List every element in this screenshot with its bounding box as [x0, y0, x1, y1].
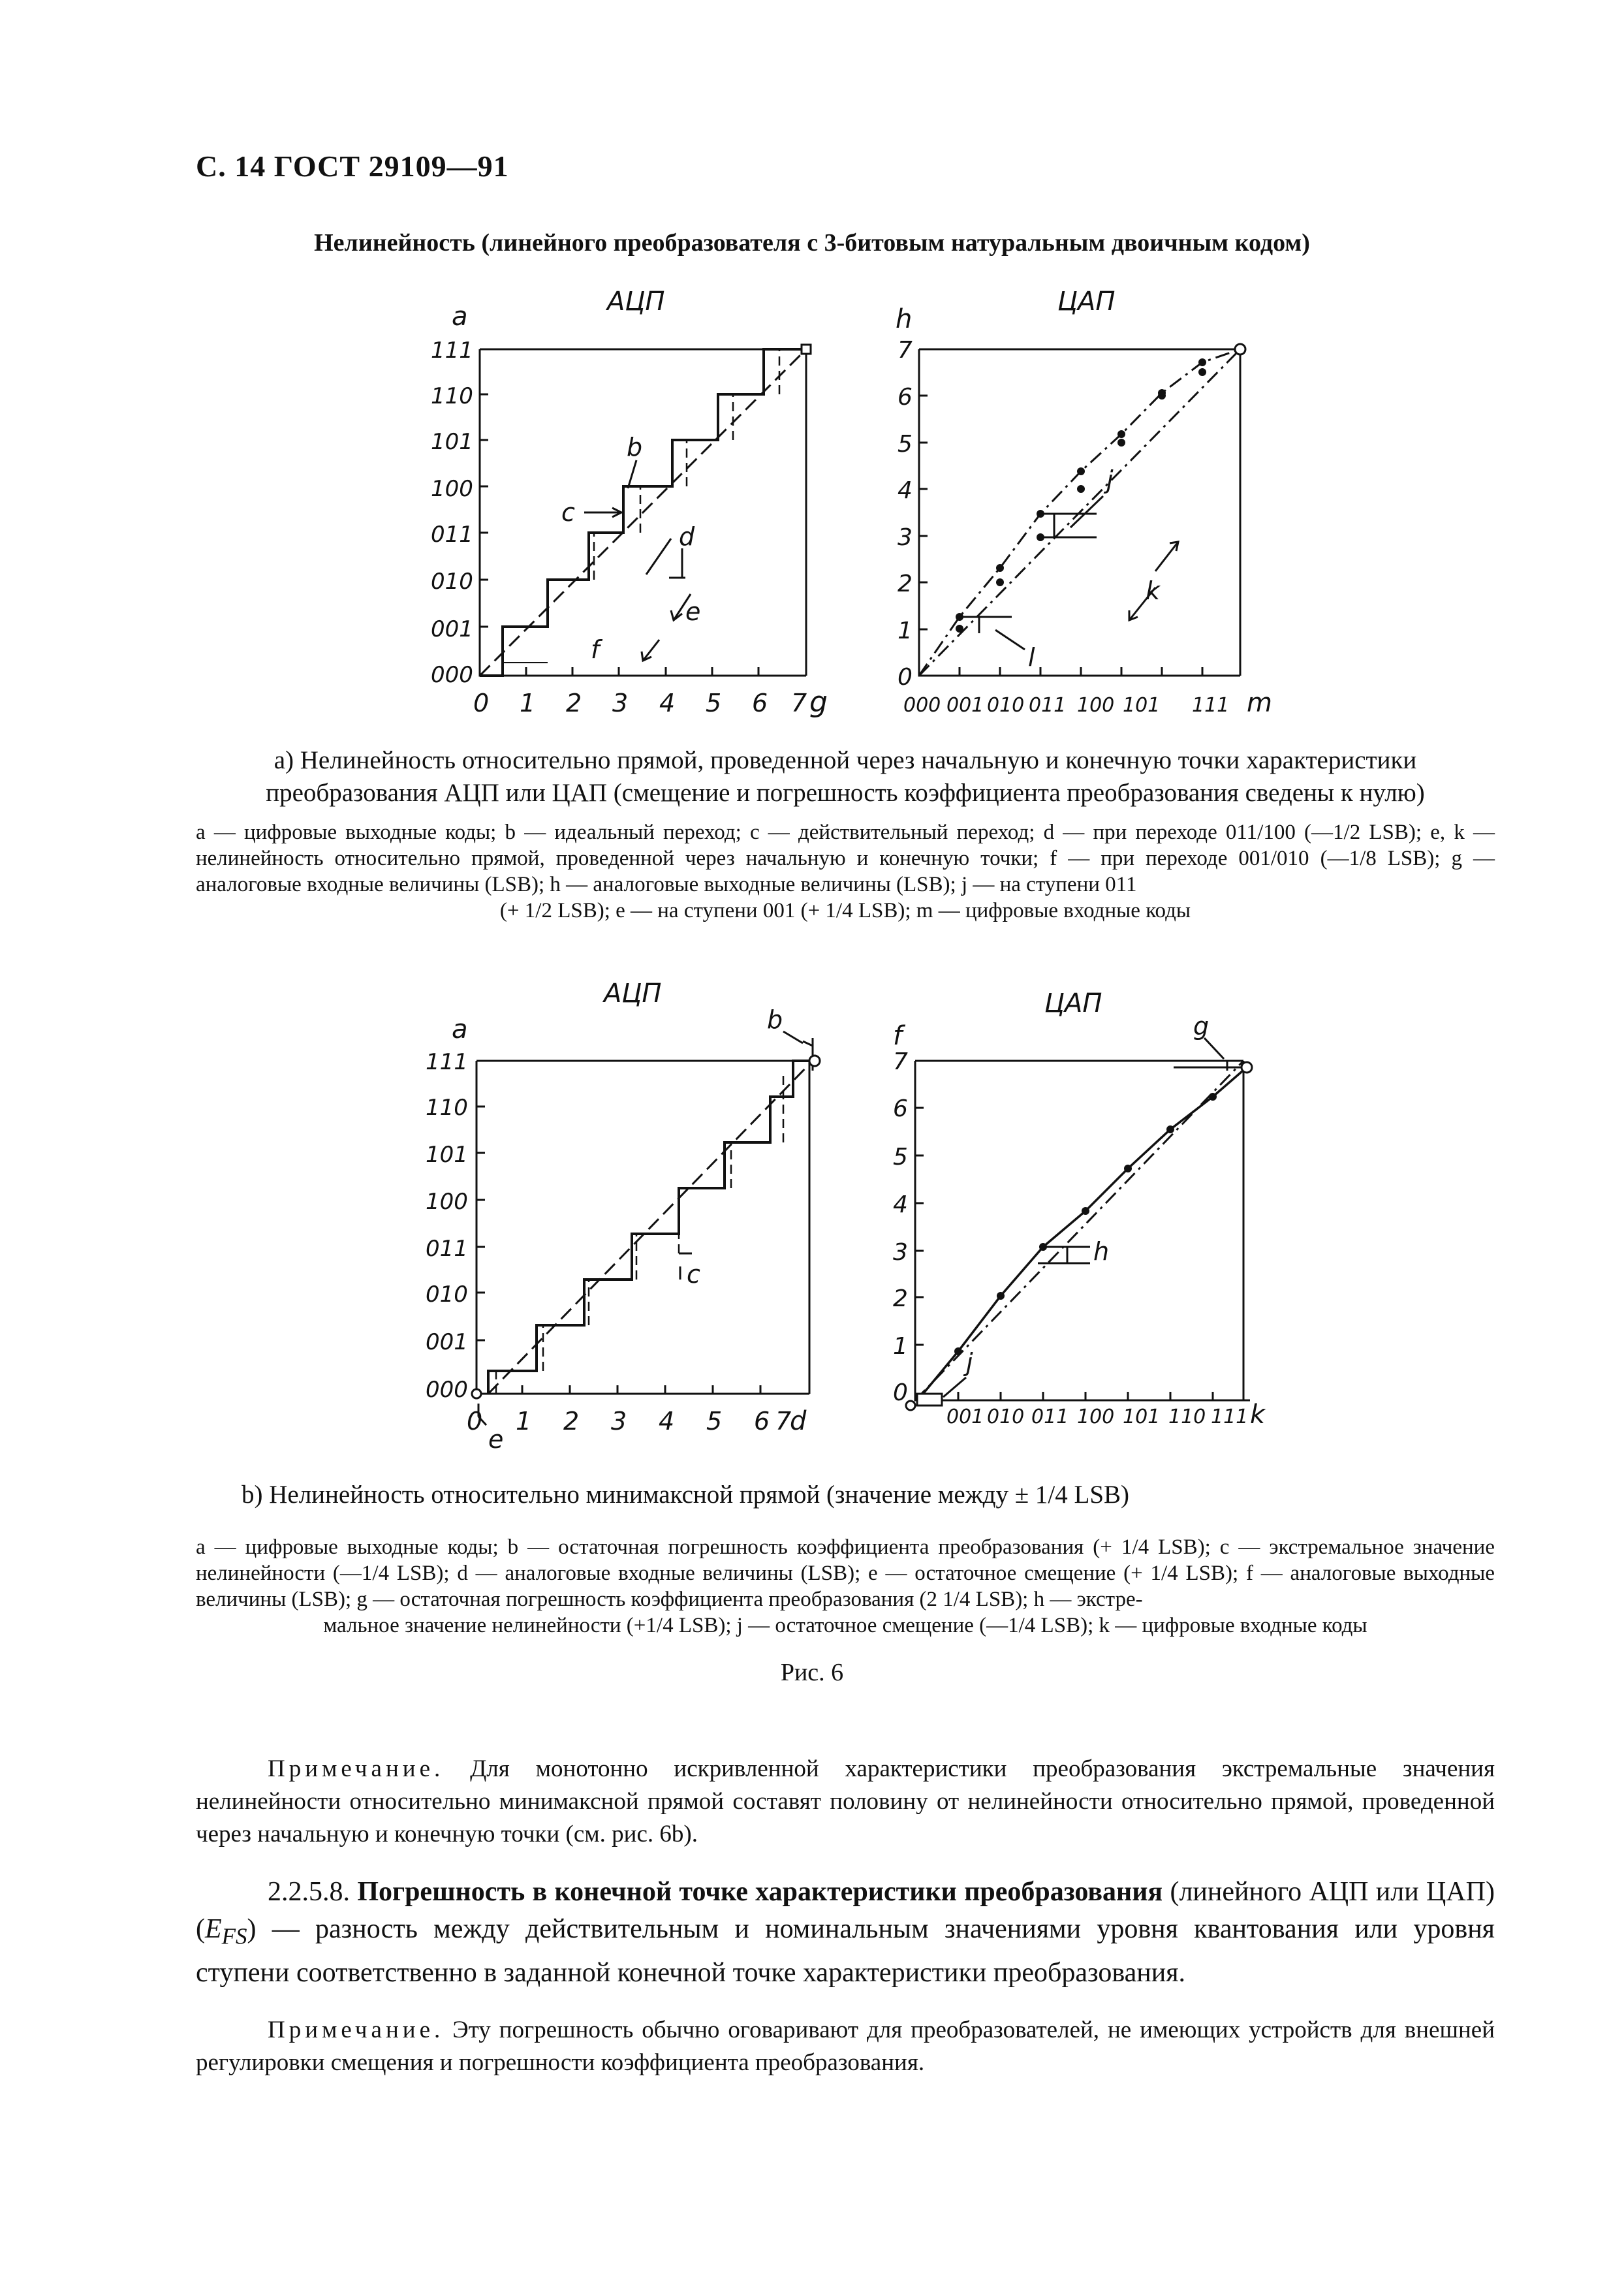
- y-axis-letter: f: [893, 1021, 903, 1051]
- x-tick: 0: [467, 1407, 483, 1436]
- legend-line: a — цифровые выходные коды; b — идеальный переход; c — действительный переход; d — при переходе 011/100 (—1/2 LSB); e, k — нелинейность относительно прямой, проведенной через начальную и конечную точки; f — при переходе 001/010 (—1/8 LSB); g — аналоговые входные величины (LSB); h — аналоговые выходные величины (LSB); j — на ступени 011: [196, 821, 1495, 896]
- dac-title: ЦАП: [1044, 988, 1102, 1018]
- callout-c: c: [687, 1260, 700, 1289]
- x-tick: 000: [903, 694, 941, 717]
- y-axis-letter: a: [452, 302, 468, 332]
- x-tick: 6: [752, 689, 768, 717]
- y-tick: 110: [426, 1095, 468, 1121]
- callout-j: j: [1106, 465, 1114, 494]
- x-tick: 5: [706, 689, 722, 717]
- note-text: Эту погрешность обычно оговаривают для преобразователей, не имеющих устройств для внешней регулировки смещения и погрешности коэффициента преобразования.: [196, 2017, 1495, 2076]
- x-tick: 0: [473, 689, 490, 717]
- y-tick: 3: [893, 1239, 908, 1266]
- legend-line: мальное значение нелинейности (+1/4 LSB); j — остаточное смещение (—1/4 LSB); k — цифровые входные коды: [323, 1614, 1367, 1637]
- figure-label: Рис. 6: [780, 1659, 844, 1686]
- y-tick: 3: [898, 524, 913, 551]
- callout-f: f: [591, 635, 600, 664]
- adc-title: АЦП: [607, 287, 665, 317]
- figure-b-legend: [196, 1534, 1495, 1639]
- y-tick: 010: [431, 569, 473, 595]
- para-text: ) — разность между действительным и номинальным значениями уровня квантования или уровня ступени соответственно в заданной конечной точке характеристики преобразования.: [196, 1914, 1495, 1988]
- y-tick: 011: [426, 1236, 468, 1262]
- y-axis-letter: a: [452, 1014, 468, 1045]
- para-number: 2.2.5.8.: [268, 1877, 358, 1907]
- callout-j: j: [966, 1348, 973, 1377]
- x-tick: 3: [611, 1407, 627, 1436]
- adc-title: АЦП: [604, 979, 662, 1009]
- y-tick: 5: [893, 1144, 908, 1171]
- x-tick: 2: [563, 1407, 580, 1436]
- para-term: Погрешность в конечной точке характеристики преобразования: [357, 1877, 1163, 1907]
- callout-b: b: [767, 1005, 783, 1034]
- callout-d: d: [679, 522, 695, 551]
- x-tick: 3: [612, 689, 629, 717]
- y-tick: 101: [431, 429, 473, 455]
- y-tick: 7: [898, 337, 913, 364]
- x-axis-letter: k: [1250, 1400, 1266, 1430]
- x-tick: 010: [987, 694, 1025, 717]
- note-label: Примечание.: [268, 1755, 445, 1782]
- y-tick: 010: [426, 1281, 468, 1308]
- figure-a-caption: а) Нелинейность относительно прямой, проведенной через начальную и конечную точки характеристики преобразования АЦП или ЦАП (смещение и погрешность коэффициента преобразования сведены к нулю): [266, 746, 1425, 807]
- figure-a-legend: [196, 819, 1495, 924]
- x-tick: 7: [791, 689, 807, 717]
- y-tick: 6: [898, 384, 913, 411]
- y-tick: 011: [431, 522, 473, 548]
- x-axis-letter: d: [790, 1406, 807, 1436]
- para-symbol: E: [205, 1914, 222, 1944]
- figure-a-adc: [418, 281, 875, 738]
- x-tick: 7: [775, 1407, 792, 1436]
- y-tick: 2: [893, 1285, 908, 1312]
- y-tick: 4: [898, 477, 913, 504]
- y-tick: 000: [431, 662, 473, 688]
- x-axis-letter: m: [1247, 688, 1272, 718]
- note-2: [196, 2014, 1495, 2079]
- x-tick: 5: [706, 1407, 723, 1436]
- x-tick: 011: [1029, 694, 1067, 717]
- x-tick: 1: [520, 689, 536, 717]
- y-tick: 1: [893, 1333, 908, 1360]
- x-tick: 110: [1168, 1406, 1206, 1428]
- x-tick: 111: [1211, 1406, 1249, 1428]
- x-tick: 101: [1123, 694, 1161, 717]
- y-tick: 111: [431, 338, 473, 364]
- callout-k: k: [1146, 576, 1161, 605]
- x-tick: 2: [566, 689, 582, 717]
- x-tick: 010: [987, 1406, 1025, 1428]
- figure-b-caption: b) Нелинейность относительно минимаксной прямой (значение между ± 1/4 LSB): [242, 1481, 1130, 1509]
- para-text: (линейного АЦП или ЦАП) (: [196, 1877, 1495, 1944]
- y-tick: 5: [898, 431, 913, 458]
- y-tick: 101: [426, 1142, 468, 1168]
- x-axis-letter: g: [809, 685, 828, 719]
- x-tick: 001: [946, 1406, 984, 1428]
- y-tick: 1: [898, 618, 913, 644]
- x-tick: 4: [659, 689, 676, 717]
- dac-title: ЦАП: [1057, 287, 1116, 317]
- y-tick: 100: [431, 476, 473, 502]
- figure-a-dac: [881, 281, 1286, 738]
- paragraph-2-2-5-8: [196, 1874, 1495, 1992]
- note-1: [196, 1753, 1495, 1851]
- y-tick: 110: [431, 383, 473, 409]
- y-tick: 000: [426, 1377, 468, 1403]
- y-tick: 111: [426, 1049, 468, 1075]
- note-text: Для монотонно искривленной характеристики преобразования экстремальные значения нелинейности относительно минимаксной прямой составят половину от нелинейности относительно прямой, проведенной через начальную и конечную точки (см. рис. 6b).: [196, 1755, 1495, 1847]
- callout-e: e: [685, 597, 701, 626]
- y-tick: 001: [426, 1329, 468, 1355]
- page-header: С. 14 ГОСТ 29109—91: [196, 149, 509, 183]
- figure-b-adc: [418, 973, 875, 1469]
- para-symbol-sub: FS: [221, 1923, 247, 1949]
- x-tick: 100: [1077, 1406, 1115, 1428]
- legend-line: a — цифровые выходные коды; b — остаточная погрешность коэффициента преобразования (+ 1/4 LSB); c — экстремальное значение нелинейности (—1/4 LSB); d — аналоговые входные величины (LSB); e — остаточное смещение (+ 1/4 LSB); f — аналоговые выходные величины (LSB); g — остаточная погрешность коэффициента преобразования (2 1/4 LSB); h — экстре-: [196, 1535, 1495, 1611]
- x-tick: 111: [1192, 694, 1230, 717]
- x-tick: 1: [516, 1407, 532, 1436]
- x-tick: 6: [754, 1407, 770, 1436]
- callout-c: c: [561, 498, 575, 527]
- x-tick: 011: [1031, 1406, 1069, 1428]
- legend-line: (+ 1/2 LSB); e — на ступени 001 (+ 1/4 LSB); m — цифровые входные коды: [499, 899, 1191, 922]
- note-label: Примечание.: [268, 2017, 445, 2043]
- y-axis-letter: h: [896, 304, 913, 334]
- figure-b-dac: [881, 973, 1299, 1469]
- x-tick: 001: [946, 694, 984, 717]
- callout-b: b: [627, 433, 643, 462]
- callout-h: h: [1093, 1237, 1110, 1266]
- y-tick: 100: [426, 1189, 468, 1215]
- callout-g: g: [1193, 1012, 1210, 1041]
- y-tick: 7: [893, 1048, 908, 1075]
- callout-l: l: [1028, 643, 1035, 672]
- figure-subtitle: Нелинейность (линейного преобразователя с 3-битовым натуральным двоичным кодом): [314, 229, 1310, 257]
- x-tick: 4: [659, 1407, 675, 1436]
- y-tick: 001: [431, 616, 473, 642]
- y-tick: 0: [893, 1379, 908, 1406]
- y-tick: 0: [898, 664, 913, 691]
- x-tick: 101: [1123, 1406, 1161, 1428]
- y-tick: 2: [898, 571, 913, 597]
- y-tick: 6: [893, 1095, 908, 1122]
- y-tick: 4: [893, 1191, 908, 1218]
- x-tick: 100: [1077, 694, 1115, 717]
- callout-e: e: [488, 1425, 504, 1454]
